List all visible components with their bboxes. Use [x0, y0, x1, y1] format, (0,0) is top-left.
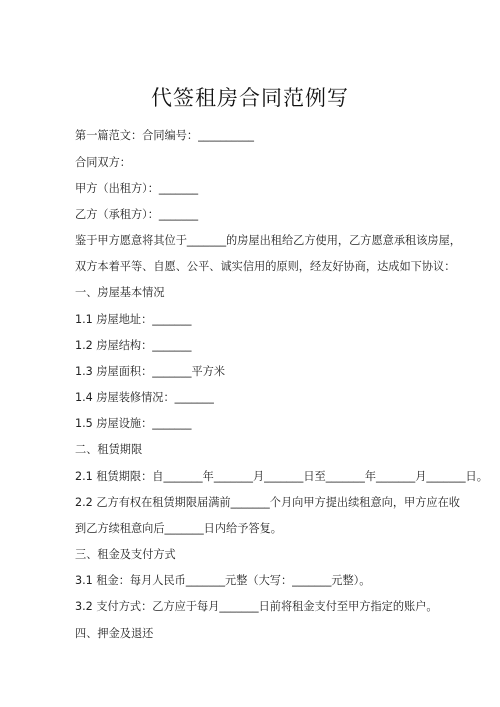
text-line-2-2: 2.2 乙方有权在租赁期限届满前_______个月向甲方提出续租意向，甲方应在收	[75, 496, 460, 509]
section-heading-rent: 三、租金及支付方式	[75, 548, 176, 561]
text-line-party-b: 乙方（承租方）：_______	[75, 208, 199, 221]
text-line-2-2-cont: 到乙方续租意向后_______日内给予答复。	[75, 522, 282, 535]
text-line-3-1: 3.1 租金：每月人民币_______元整（大写：_______元整）。	[75, 574, 371, 587]
text-line-preamble-2: 双方本着平等、自愿、公平、诚实信用的原则，经友好协商，达成如下协议：	[75, 260, 456, 273]
text-line-parties-heading: 合同双方：	[75, 156, 131, 169]
text-line-preamble-1: 鉴于甲方愿意将其位于_______的房屋出租给乙方使用，乙方愿意承租该房屋，	[75, 234, 461, 247]
section-heading-property: 一、房屋基本情况	[75, 286, 165, 299]
section-heading-term: 二、租赁期限	[75, 443, 143, 456]
text-line-1-2: 1.2 房屋结构：_______	[75, 339, 192, 352]
text-line-2-1: 2.1 租赁期限：自_______年_______月_______日至_______年_______月_______日。	[75, 470, 488, 483]
text-line-3-2: 3.2 支付方式：乙方应于每月_______日前将租金支付至甲方指定的账户。	[75, 600, 438, 613]
text-line-party-a: 甲方（出租方）：_______	[75, 182, 199, 195]
text-line-1-5: 1.5 房屋设施：_______	[75, 417, 192, 430]
text-line-contract-number: 第一篇范文：合同编号：__________	[75, 129, 255, 142]
document-title: 代签租房合同范例写	[151, 86, 349, 110]
text-line-1-1: 1.1 房屋地址：_______	[75, 313, 192, 326]
text-line-1-3: 1.3 房屋面积：_______平方米	[75, 365, 226, 378]
text-line-1-4: 1.4 房屋装修情况：_______	[75, 391, 214, 404]
section-heading-deposit: 四、押金及退还	[75, 627, 154, 640]
